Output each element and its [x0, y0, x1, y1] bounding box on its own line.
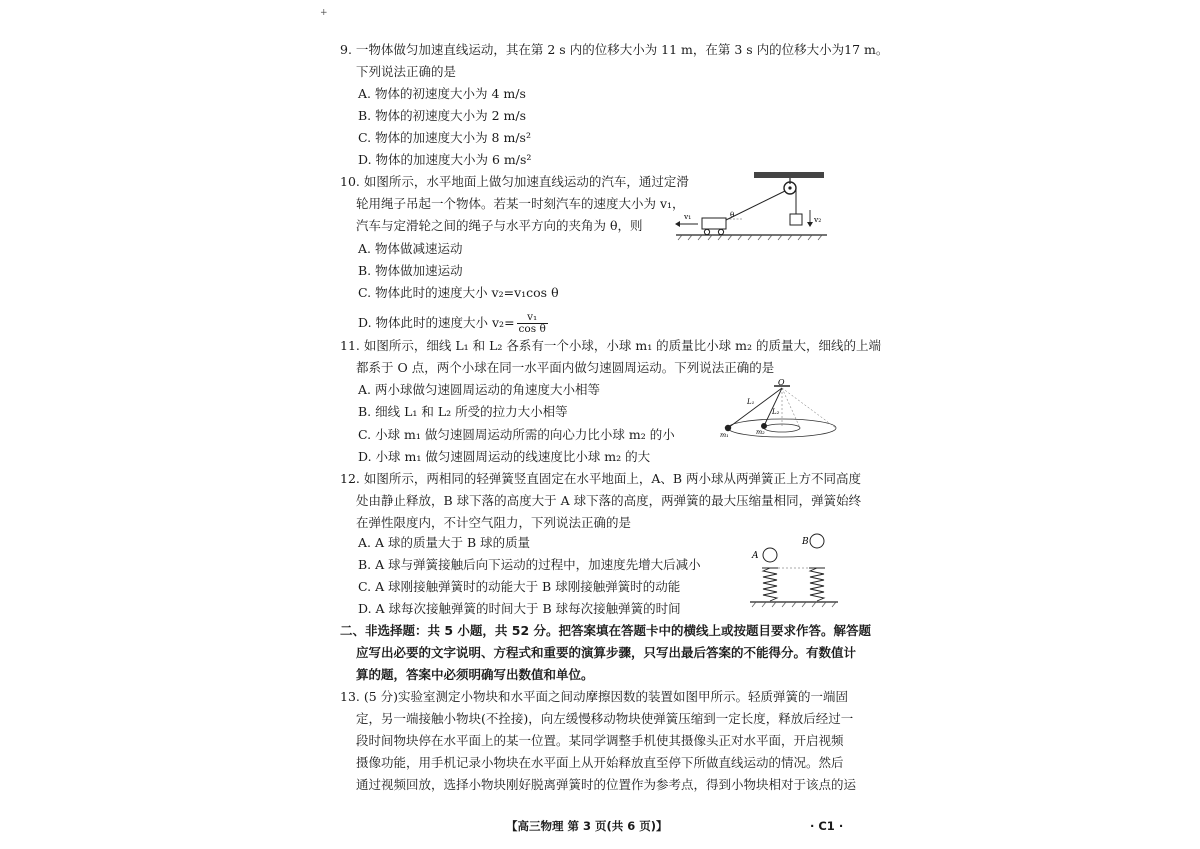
q10-option-d-denominator: cos θ — [518, 323, 546, 335]
q11-option-c: C. 小球 m₁ 做匀速圆周运动所需的向心力比小球 m₂ 的小 — [358, 427, 675, 442]
v1-arrow-head — [675, 221, 680, 227]
string-l2 — [764, 388, 782, 426]
q11-option-d: D. 小球 m₁ 做匀速圆周运动的线速度比小球 m₂ 的大 — [358, 449, 651, 464]
q12-option-c: C. A 球刚接触弹簧时的动能大于 B 球刚接触弹簧时的动能 — [358, 579, 681, 594]
q9-line-1: 9. 一物体做匀加速直线运动，其在第 2 s 内的位移大小为 11 m，在第 3 s 内的位移大小为17 m。 — [340, 42, 889, 57]
q10-option-d-fraction — [517, 312, 548, 335]
v2-arrow-head — [807, 222, 813, 227]
footer-code: · C1 · — [810, 819, 844, 833]
q11-line-1: 11. 如图所示，细线 L₁ 和 L₂ 各系有一个小球，小球 m₁ 的质量比小球 m₂ 的质量大，细线的上端 — [340, 338, 881, 353]
q11-option-a: A. 两小球做匀速圆周运动的角速度大小相等 — [358, 382, 600, 397]
q12-line-3: 在弹性限度内，不计空气阻力，下列说法正确的是 — [356, 515, 632, 530]
q10-option-a: A. 物体做减速运动 — [358, 241, 463, 256]
q12-option-d: D. A 球每次接触弹簧的时间大于 B 球每次接触弹簧的时间 — [358, 601, 681, 616]
q9-line-2: 下列说法正确的是 — [356, 64, 457, 79]
ball-a — [763, 548, 777, 562]
q9-option-a: A. 物体的初速度大小为 4 m/s — [358, 86, 526, 101]
section2-line-1: 二、非选择题：共 5 小题，共 52 分。把答案填在答题卡中的横线上或按题目要求作答。解答题 — [340, 623, 872, 638]
l1-label: L₁ — [747, 398, 755, 406]
q12-line-2: 处由静止释放，B 球下落的高度大于 A 球下落的高度，两弹簧的最大压缩量相同，弹簧始终 — [356, 493, 862, 508]
pulley-axle — [788, 186, 791, 189]
q12-line-1: 12. 如图所示，两相同的轻弹簧竖直固定在水平地面上，A、B 两小球从两弹簧正上方不同高度 — [340, 471, 862, 486]
o-label: O — [778, 378, 785, 387]
floor-hatch — [752, 602, 836, 607]
q10-line-2: 轮用绳子吊起一个物体。若某一时刻汽车的速度大小为 v₁， — [356, 196, 685, 211]
q10-line-1: 10. 如图所示，水平地面上做匀加速直线运动的汽车，通过定滑 — [340, 174, 689, 189]
section2-line-3: 算的题，答案中必须明确写出数值和单位。 — [356, 667, 594, 682]
b-label: B — [802, 537, 809, 547]
car-wheel-rear — [704, 229, 709, 234]
section2-line-2: 应写出必要的文字说明、方程式和重要的演算步骤，只写出最后答案的不能得分。有数值计 — [356, 645, 857, 660]
q12-figure — [748, 530, 840, 614]
q13-line-5: 通过视频回放，选择小物块刚好脱离弹簧时的位置作为参考点，得到小物块相对于该点的运 — [356, 777, 857, 792]
q9-option-b: B. 物体的初速度大小为 2 m/s — [358, 108, 527, 123]
v2-label: v₂ — [814, 215, 822, 224]
q10-option-d-numerator: v₁ — [517, 312, 548, 324]
q11-option-b: B. 细线 L₁ 和 L₂ 所受的拉力大小相等 — [358, 404, 568, 419]
corner-mark: + — [320, 8, 328, 18]
car-body — [702, 218, 726, 229]
q9-option-d: D. 物体的加速度大小为 6 m/s² — [358, 152, 532, 167]
spring-a — [763, 568, 777, 601]
ceiling — [754, 172, 824, 178]
q11-figure — [716, 378, 840, 442]
q10-option-c: C. 物体此时的速度大小 v₂=v₁cos θ — [358, 285, 559, 300]
m2-label: m₂ — [756, 428, 765, 436]
footer-page-info: 【高三物理 第 3 页(共 6 页)】 — [506, 819, 668, 833]
q10-line-3: 汽车与定滑轮之间的绳子与水平方向的夹角为 θ，则 — [356, 218, 643, 233]
hanging-mass — [790, 214, 802, 225]
theta-label: θ — [730, 211, 735, 219]
q11-line-2: 都系于 O 点，两个小球在同一水平面内做匀速圆周运动。下列说法正确的是 — [356, 360, 775, 375]
q10-option-b: B. 物体做加速运动 — [358, 263, 463, 278]
m1-label: m₁ — [720, 431, 729, 439]
v1-label: v₁ — [684, 212, 692, 221]
ball-b — [810, 534, 824, 548]
q12-option-b: B. A 球与弹簧接触后向下运动的过程中，加速度先增大后减小 — [358, 557, 701, 572]
q10-option-d-prefix: D. 物体此时的速度大小 v₂= — [358, 315, 515, 330]
q10-option-d — [358, 312, 548, 335]
l2-label: L₂ — [772, 408, 780, 416]
spring-b — [810, 568, 824, 601]
cone-edge-inner — [782, 388, 800, 428]
car-wheel-front — [718, 229, 723, 234]
q10-figure — [672, 166, 832, 246]
q13-line-3: 段时间物块停在水平面上的某一位置。某同学调整手机使其摄像头正对水平面，开启视频 — [356, 733, 844, 748]
q13-line-1: 13. (5 分)实验室测定小物块和水平面之间动摩擦因数的装置如图甲所示。轻质弹簧的一端固 — [340, 689, 849, 704]
a-label: A — [752, 551, 759, 561]
ground-hatch — [678, 235, 822, 240]
q13-line-2: 定，另一端接触小物块(不拴接)，向左缓慢移动物块使弹簧压缩到一定长度，释放后经过一 — [356, 711, 854, 726]
q9-option-c: C. 物体的加速度大小为 8 m/s² — [358, 130, 531, 145]
q12-option-a: A. A 球的质量大于 B 球的质量 — [358, 535, 531, 550]
q13-line-4: 摄像功能，用手机记录小物块在水平面上从开始释放直至停下所做直线运动的情况。然后 — [356, 755, 844, 770]
cone-edge-right — [782, 388, 836, 428]
